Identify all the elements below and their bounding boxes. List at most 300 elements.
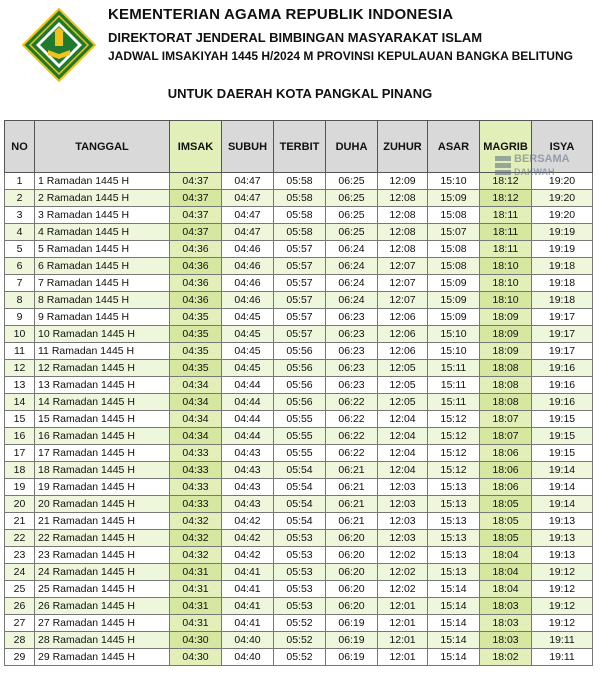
cell-duha: 06:24 [326,275,378,292]
cell-terbit: 05:55 [274,445,326,462]
cell-isya: 19:20 [532,190,593,207]
cell-zuhur: 12:01 [378,615,428,632]
cell-magrib: 18:06 [480,445,532,462]
cell-subuh: 04:41 [222,615,274,632]
cell-no: 12 [5,360,35,377]
cell-terbit: 05:52 [274,649,326,666]
cell-terbit: 05:53 [274,598,326,615]
cell-isya: 19:17 [532,343,593,360]
cell-no: 8 [5,292,35,309]
table-row [5,360,593,377]
cell-no: 14 [5,394,35,411]
cell-isya: 19:18 [532,292,593,309]
cell-asar: 15:13 [428,479,480,496]
cell-tgl: 2 Ramadan 1445 H [35,190,170,207]
cell-asar: 15:12 [428,462,480,479]
watermark-line2: DAKWAH [514,167,555,177]
cell-imsak: 04:36 [170,275,222,292]
cell-tgl: 9 Ramadan 1445 H [35,309,170,326]
cell-isya: 19:15 [532,445,593,462]
table-row [5,377,593,394]
table-row [5,598,593,615]
cell-isya: 19:16 [532,394,593,411]
cell-no: 20 [5,496,35,513]
table-row [5,224,593,241]
cell-imsak: 04:31 [170,615,222,632]
cell-no: 1 [5,173,35,190]
cell-terbit: 05:57 [274,258,326,275]
ministry-title: KEMENTERIAN AGAMA REPUBLIK INDONESIA [108,6,454,23]
cell-tgl: 26 Ramadan 1445 H [35,598,170,615]
cell-terbit: 05:55 [274,411,326,428]
cell-imsak: 04:31 [170,581,222,598]
cell-imsak: 04:36 [170,241,222,258]
cell-magrib: 18:05 [480,530,532,547]
cell-tgl: 1 Ramadan 1445 H [35,173,170,190]
cell-terbit: 05:58 [274,207,326,224]
cell-zuhur: 12:06 [378,343,428,360]
cell-asar: 15:13 [428,564,480,581]
cell-terbit: 05:56 [274,377,326,394]
cell-duha: 06:23 [326,360,378,377]
cell-magrib: 18:08 [480,394,532,411]
cell-asar: 15:12 [428,445,480,462]
cell-terbit: 05:58 [274,173,326,190]
cell-subuh: 04:47 [222,190,274,207]
cell-imsak: 04:34 [170,394,222,411]
table-row [5,530,593,547]
cell-isya: 19:18 [532,258,593,275]
table-row [5,411,593,428]
table-row [5,564,593,581]
cell-imsak: 04:30 [170,632,222,649]
cell-asar: 15:07 [428,224,480,241]
cell-magrib: 18:10 [480,292,532,309]
cell-tgl: 17 Ramadan 1445 H [35,445,170,462]
table-row [5,615,593,632]
cell-terbit: 05:56 [274,343,326,360]
column-header-tanggal: TANGGAL [35,121,170,173]
table-row [5,241,593,258]
cell-zuhur: 12:03 [378,530,428,547]
cell-no: 2 [5,190,35,207]
cell-subuh: 04:47 [222,173,274,190]
table-row [5,581,593,598]
cell-subuh: 04:46 [222,241,274,258]
cell-subuh: 04:44 [222,411,274,428]
table-row [5,479,593,496]
cell-terbit: 05:52 [274,615,326,632]
cell-isya: 19:14 [532,462,593,479]
cell-asar: 15:09 [428,190,480,207]
cell-zuhur: 12:06 [378,309,428,326]
cell-no: 21 [5,513,35,530]
cell-subuh: 04:43 [222,445,274,462]
cell-magrib: 18:03 [480,632,532,649]
cell-terbit: 05:54 [274,462,326,479]
cell-zuhur: 12:04 [378,428,428,445]
table-row [5,309,593,326]
cell-subuh: 04:44 [222,394,274,411]
cell-zuhur: 12:06 [378,326,428,343]
cell-tgl: 25 Ramadan 1445 H [35,581,170,598]
table-row [5,445,593,462]
cell-magrib: 18:11 [480,207,532,224]
cell-asar: 15:13 [428,547,480,564]
cell-imsak: 04:33 [170,462,222,479]
table-row [5,326,593,343]
column-header-asar: ASAR [428,121,480,173]
cell-zuhur: 12:02 [378,581,428,598]
cell-subuh: 04:45 [222,343,274,360]
cell-asar: 15:10 [428,326,480,343]
cell-duha: 06:22 [326,445,378,462]
schedule-title: JADWAL IMSAKIYAH 1445 H/2024 M PROVINSI KEPULAUAN BANGKA BELITUNG [108,49,573,63]
cell-subuh: 04:44 [222,377,274,394]
cell-tgl: 16 Ramadan 1445 H [35,428,170,445]
table-row [5,632,593,649]
cell-asar: 15:09 [428,309,480,326]
cell-magrib: 18:09 [480,309,532,326]
cell-asar: 15:14 [428,598,480,615]
cell-no: 9 [5,309,35,326]
cell-tgl: 20 Ramadan 1445 H [35,496,170,513]
cell-subuh: 04:46 [222,292,274,309]
cell-terbit: 05:56 [274,360,326,377]
cell-imsak: 04:36 [170,292,222,309]
cell-magrib: 18:06 [480,479,532,496]
cell-tgl: 3 Ramadan 1445 H [35,207,170,224]
column-header-imsak: IMSAK [170,121,222,173]
cell-zuhur: 12:04 [378,445,428,462]
cell-terbit: 05:58 [274,224,326,241]
cell-isya: 19:20 [532,173,593,190]
cell-subuh: 04:40 [222,632,274,649]
cell-tgl: 19 Ramadan 1445 H [35,479,170,496]
cell-tgl: 14 Ramadan 1445 H [35,394,170,411]
cell-imsak: 04:35 [170,326,222,343]
cell-zuhur: 12:08 [378,190,428,207]
cell-asar: 15:08 [428,258,480,275]
cell-isya: 19:13 [532,547,593,564]
cell-duha: 06:22 [326,411,378,428]
cell-imsak: 04:31 [170,564,222,581]
watermark [490,150,590,190]
cell-terbit: 05:54 [274,496,326,513]
cell-magrib: 18:08 [480,377,532,394]
cell-magrib: 18:11 [480,224,532,241]
cell-isya: 19:16 [532,377,593,394]
cell-isya: 19:15 [532,411,593,428]
cell-asar: 15:12 [428,428,480,445]
table-row [5,394,593,411]
cell-terbit: 05:54 [274,479,326,496]
cell-tgl: 10 Ramadan 1445 H [35,326,170,343]
cell-zuhur: 12:01 [378,649,428,666]
table-row [5,207,593,224]
table-row [5,343,593,360]
cell-subuh: 04:44 [222,428,274,445]
cell-duha: 06:20 [326,598,378,615]
cell-isya: 19:18 [532,275,593,292]
cell-zuhur: 12:02 [378,547,428,564]
cell-imsak: 04:37 [170,190,222,207]
cell-no: 27 [5,615,35,632]
cell-isya: 19:14 [532,479,593,496]
cell-zuhur: 12:01 [378,632,428,649]
cell-subuh: 04:41 [222,598,274,615]
cell-imsak: 04:34 [170,428,222,445]
cell-duha: 06:24 [326,292,378,309]
cell-duha: 06:21 [326,513,378,530]
cell-tgl: 11 Ramadan 1445 H [35,343,170,360]
cell-isya: 19:12 [532,564,593,581]
cell-tgl: 18 Ramadan 1445 H [35,462,170,479]
cell-no: 24 [5,564,35,581]
cell-isya: 19:16 [532,360,593,377]
cell-no: 13 [5,377,35,394]
cell-duha: 06:19 [326,649,378,666]
cell-no: 4 [5,224,35,241]
cell-zuhur: 12:02 [378,564,428,581]
cell-tgl: 4 Ramadan 1445 H [35,224,170,241]
cell-isya: 19:12 [532,598,593,615]
cell-tgl: 7 Ramadan 1445 H [35,275,170,292]
cell-imsak: 04:34 [170,411,222,428]
cell-imsak: 04:33 [170,479,222,496]
cell-isya: 19:11 [532,649,593,666]
cell-magrib: 18:11 [480,241,532,258]
cell-subuh: 04:47 [222,224,274,241]
cell-asar: 15:11 [428,377,480,394]
cell-tgl: 22 Ramadan 1445 H [35,530,170,547]
cell-asar: 15:08 [428,207,480,224]
cell-magrib: 18:09 [480,343,532,360]
cell-magrib: 18:04 [480,581,532,598]
cell-asar: 15:10 [428,343,480,360]
cell-magrib: 18:03 [480,615,532,632]
cell-isya: 19:19 [532,241,593,258]
cell-duha: 06:19 [326,632,378,649]
cell-magrib: 18:09 [480,326,532,343]
cell-subuh: 04:43 [222,462,274,479]
cell-no: 3 [5,207,35,224]
cell-zuhur: 12:07 [378,275,428,292]
cell-duha: 06:21 [326,496,378,513]
cell-isya: 19:12 [532,581,593,598]
cell-no: 5 [5,241,35,258]
table-row [5,292,593,309]
cell-subuh: 04:46 [222,258,274,275]
cell-isya: 19:12 [532,615,593,632]
cell-subuh: 04:41 [222,581,274,598]
table-row [5,496,593,513]
cell-zuhur: 12:05 [378,377,428,394]
cell-no: 16 [5,428,35,445]
column-header-magrib: MAGRIB [480,121,532,173]
cell-imsak: 04:32 [170,547,222,564]
cell-tgl: 8 Ramadan 1445 H [35,292,170,309]
cell-subuh: 04:43 [222,496,274,513]
cell-terbit: 05:57 [274,241,326,258]
cell-no: 23 [5,547,35,564]
cell-duha: 06:21 [326,462,378,479]
cell-isya: 19:11 [532,632,593,649]
cell-tgl: 12 Ramadan 1445 H [35,360,170,377]
cell-asar: 15:11 [428,394,480,411]
cell-terbit: 05:58 [274,190,326,207]
table-row [5,462,593,479]
cell-magrib: 18:05 [480,513,532,530]
cell-duha: 06:23 [326,377,378,394]
cell-asar: 15:12 [428,411,480,428]
cell-duha: 06:25 [326,207,378,224]
cell-subuh: 04:45 [222,326,274,343]
book-stack-icon [494,154,512,176]
cell-magrib: 18:04 [480,564,532,581]
cell-magrib: 18:02 [480,649,532,666]
cell-no: 18 [5,462,35,479]
cell-no: 17 [5,445,35,462]
cell-magrib: 18:12 [480,173,532,190]
cell-asar: 15:13 [428,513,480,530]
cell-duha: 06:23 [326,326,378,343]
cell-asar: 15:11 [428,360,480,377]
cell-zuhur: 12:03 [378,513,428,530]
cell-terbit: 05:57 [274,309,326,326]
cell-terbit: 05:55 [274,428,326,445]
table-row [5,547,593,564]
page-header [0,0,600,118]
cell-subuh: 04:42 [222,530,274,547]
cell-no: 22 [5,530,35,547]
cell-zuhur: 12:03 [378,496,428,513]
watermark-line1: BERSAMA [514,153,570,165]
cell-terbit: 05:53 [274,581,326,598]
column-header-zuhur: ZUHUR [378,121,428,173]
cell-no: 29 [5,649,35,666]
cell-duha: 06:20 [326,581,378,598]
cell-no: 7 [5,275,35,292]
cell-imsak: 04:35 [170,309,222,326]
column-header-subuh: SUBUH [222,121,274,173]
cell-imsak: 04:35 [170,360,222,377]
cell-asar: 15:08 [428,241,480,258]
table-row [5,258,593,275]
cell-magrib: 18:08 [480,360,532,377]
cell-isya: 19:13 [532,513,593,530]
cell-magrib: 18:12 [480,190,532,207]
cell-no: 25 [5,581,35,598]
cell-tgl: 24 Ramadan 1445 H [35,564,170,581]
cell-duha: 06:25 [326,173,378,190]
cell-duha: 06:19 [326,615,378,632]
cell-duha: 06:23 [326,343,378,360]
cell-duha: 06:24 [326,258,378,275]
cell-terbit: 05:52 [274,632,326,649]
cell-asar: 15:09 [428,292,480,309]
cell-imsak: 04:37 [170,173,222,190]
cell-terbit: 05:53 [274,547,326,564]
cell-imsak: 04:34 [170,377,222,394]
cell-terbit: 05:56 [274,394,326,411]
cell-duha: 06:20 [326,530,378,547]
cell-imsak: 04:33 [170,445,222,462]
cell-asar: 15:14 [428,581,480,598]
cell-magrib: 18:06 [480,462,532,479]
column-header-duha: DUHA [326,121,378,173]
cell-magrib: 18:10 [480,258,532,275]
cell-asar: 15:14 [428,649,480,666]
cell-imsak: 04:37 [170,224,222,241]
cell-magrib: 18:10 [480,275,532,292]
cell-terbit: 05:53 [274,564,326,581]
imsakiyah-table [4,120,593,666]
cell-zuhur: 12:08 [378,207,428,224]
cell-zuhur: 12:08 [378,241,428,258]
cell-tgl: 23 Ramadan 1445 H [35,547,170,564]
cell-imsak: 04:31 [170,598,222,615]
cell-no: 19 [5,479,35,496]
cell-imsak: 04:32 [170,530,222,547]
cell-duha: 06:20 [326,547,378,564]
cell-tgl: 28 Ramadan 1445 H [35,632,170,649]
cell-duha: 06:20 [326,564,378,581]
cell-subuh: 04:40 [222,649,274,666]
cell-tgl: 15 Ramadan 1445 H [35,411,170,428]
cell-terbit: 05:54 [274,513,326,530]
cell-magrib: 18:07 [480,411,532,428]
cell-subuh: 04:42 [222,513,274,530]
table-row [5,428,593,445]
column-header-terbit: TERBIT [274,121,326,173]
cell-subuh: 04:46 [222,275,274,292]
cell-imsak: 04:32 [170,513,222,530]
cell-no: 10 [5,326,35,343]
cell-duha: 06:25 [326,224,378,241]
cell-tgl: 21 Ramadan 1445 H [35,513,170,530]
region-title: UNTUK DAERAH KOTA PANGKAL PINANG [167,86,433,101]
cell-duha: 06:22 [326,428,378,445]
cell-subuh: 04:42 [222,547,274,564]
directorate-title: DIREKTORAT JENDERAL BIMBINGAN MASYARAKAT ISLAM [108,30,483,45]
cell-asar: 15:13 [428,496,480,513]
column-header-no: NO [5,121,35,173]
cell-zuhur: 12:01 [378,598,428,615]
cell-asar: 15:10 [428,173,480,190]
kemenag-logo-icon [22,8,96,82]
cell-isya: 19:19 [532,224,593,241]
cell-zuhur: 12:04 [378,462,428,479]
cell-zuhur: 12:09 [378,173,428,190]
cell-imsak: 04:33 [170,496,222,513]
cell-subuh: 04:41 [222,564,274,581]
cell-duha: 06:24 [326,241,378,258]
cell-subuh: 04:43 [222,479,274,496]
cell-imsak: 04:30 [170,649,222,666]
cell-no: 6 [5,258,35,275]
cell-duha: 06:22 [326,394,378,411]
table-row [5,513,593,530]
cell-no: 15 [5,411,35,428]
cell-magrib: 18:05 [480,496,532,513]
cell-imsak: 04:35 [170,343,222,360]
cell-zuhur: 12:03 [378,479,428,496]
cell-tgl: 13 Ramadan 1445 H [35,377,170,394]
cell-terbit: 05:57 [274,326,326,343]
cell-asar: 15:14 [428,615,480,632]
cell-no: 28 [5,632,35,649]
